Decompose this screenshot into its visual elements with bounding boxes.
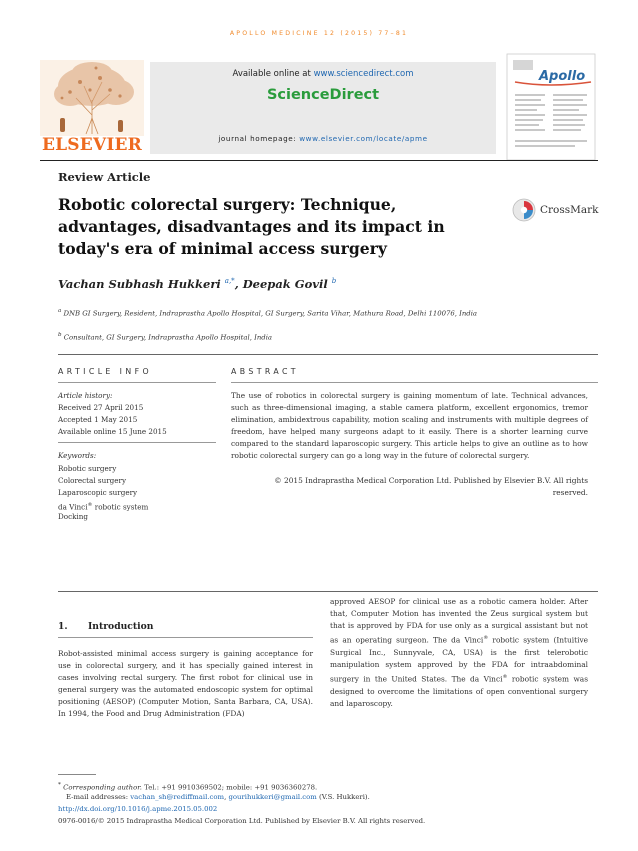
keywords-rule (58, 442, 216, 443)
author-affiliation-marks[interactable]: a,* (224, 277, 235, 286)
accepted-date: Accepted 1 May 2015 (58, 415, 138, 424)
keyword: Docking (58, 512, 88, 521)
keyword: Colorectal surgery (58, 476, 127, 485)
registered-mark: ® (502, 674, 508, 681)
footnote-mark: * (58, 782, 61, 788)
crossmark-button[interactable] (512, 198, 599, 224)
doi-line (58, 804, 217, 816)
journal-cover-thumbnail (505, 52, 597, 162)
registered-mark: ® (483, 635, 489, 642)
registered-mark: ® (87, 502, 93, 508)
issn-copyright-line: 0976-0016/© 2015 Indraprastha Medical Corporation Ltd. Published by Elsevier B.V. All rights reserved. (58, 817, 426, 825)
author-separator: , (234, 277, 243, 291)
section-title: Introduction (88, 621, 154, 632)
affiliation-text: DNB GI Surgery, Resident, Indraprastha Apollo Hospital, GI Surgery, Sarita Vihar, Mathura Road, Delhi 110076, India (63, 309, 478, 318)
email-note (66, 792, 370, 804)
author-name: Deepak Govil (242, 277, 328, 291)
crossmark-icon (512, 198, 536, 222)
keyword: Laparoscopic surgery (58, 488, 138, 497)
doi-link[interactable]: http://dx.doi.org/10.1016/j.apme.2015.05.002 (58, 805, 218, 813)
front-matter-end-rule (58, 591, 598, 592)
article-info-rule (58, 382, 216, 383)
author-affiliation-marks[interactable]: b (331, 277, 337, 286)
running-head: APOLLO MEDICINE 12 (2015) 77–81 (229, 30, 409, 37)
email-owner: (V.S. Hukkeri). (316, 793, 370, 801)
body-text: robotic system was designed to overcome the limitations of open conventional surgery and laparoscopy. (330, 674, 588, 708)
abstract-label: ABSTRACT (231, 367, 299, 376)
affiliation (58, 306, 528, 319)
sciencedirect-logo: ScienceDirect (266, 87, 380, 103)
received-date: Received 27 April 2015 (58, 403, 144, 412)
section-heading-rule (58, 637, 313, 638)
sciencedirect-url-link[interactable]: www.sciencedirect.com (313, 69, 414, 79)
body-text: approved AESOP for clinical use as a robotic camera holder. After that, Computer Motion has invented the Zeus surgical system but that is approved by FDA for use only as a surgical assistant but not as an operating surgeon. The da Vinci (330, 597, 588, 645)
affiliation-text: Consultant, GI Surgery, Indraprastha Apollo Hospital, India (63, 333, 273, 342)
abstract-copyright-line: reserved. (552, 488, 588, 497)
article-title: Robotic colorectal surgery: Technique, advantages, disadvantages and its impact in today's era of minimal access surgery (58, 195, 445, 258)
affiliation-mark: a (58, 308, 62, 314)
available-prefix: Available online at (232, 69, 314, 79)
journal-homepage-link[interactable]: www.elsevier.com/locate/apme (299, 134, 428, 143)
contact-phone: Tel.: +91 9910369502; mobile: +91 9036360278. (141, 783, 318, 792)
section-heading (58, 621, 153, 632)
email-link[interactable]: vachan_sh@rediffmail.com (130, 793, 225, 801)
available-online-line (150, 69, 496, 79)
footnote-rule (58, 774, 96, 775)
email-label: E-mail addresses: (66, 793, 131, 801)
abstract-text: The use of robotics in colorectal surgery is gaining momentum of late. Technical advances, such as three-dimensional imaging, a stable camera platform, excellent ergonomics, tremor elimination, ambidextrous capability, motion scaling and instruments with multiple degrees of freedom, have helped many surgeons adapt to it easily. There is a shorter learning curve compared to the standard laparoscopic surgery. This article helps to give an outline as to how robotic colorectal surgery can go a long way in the future of colorectal surgery. (231, 391, 588, 461)
intro-left-column: Robot-assisted minimal access surgery is gaining acceptance for use in colorectal surgery, and it has specially gained interest in cases involving rectal surgery. The first robot for clinical use in general surgery was the automated endoscopic system for optimal positioning (AESOP) (Computer Motion, Santa Barbara, CA, USA). In 1994, the Food and Drug Administration (FDA) (58, 649, 313, 719)
email-separator: , (224, 793, 229, 801)
corresponding-author-label: Corresponding author. (63, 783, 142, 792)
cover-title: Apollo (539, 69, 586, 84)
homepage-prefix: journal homepage: (218, 134, 300, 143)
author-list (58, 277, 336, 291)
abstract-copyright-line: © 2015 Indraprastha Medical Corporation Ltd. Published by Elsevier B.V. All rights (274, 476, 588, 485)
article-type: Review Article (58, 170, 151, 184)
keywords-label: Keywords: (58, 451, 97, 460)
journal-masthead (150, 62, 496, 154)
article-history-label: Article history: (58, 391, 113, 400)
header-rule (40, 160, 598, 161)
online-date: Available online 15 June 2015 (58, 427, 167, 436)
keyword-text: da Vinci (58, 502, 88, 512)
elsevier-wordmark: ELSEVIER (42, 135, 142, 155)
section-number: 1. (58, 621, 68, 632)
body-text: robotic system (Intuitive Surgical Inc., Sunnyvale, CA, USA) is the first telerobotic manipulation system approved by the FDA for intraabdominal surgery in the United States. The da Vinci (330, 635, 588, 684)
journal-homepage-line (150, 134, 496, 143)
section-rule (58, 354, 598, 355)
author-name: Vachan Subhash Hukkeri (58, 277, 221, 291)
affiliation (58, 330, 528, 343)
email-link[interactable]: gourihukkeri@gmail.com (228, 793, 317, 801)
intro-right-column (330, 596, 588, 710)
affiliation-mark: b (58, 332, 62, 338)
article-info-label: ARTICLE INFO (58, 367, 152, 376)
keyword: Robotic surgery (58, 464, 117, 473)
keyword-suffix: robotic system (92, 502, 149, 512)
crossmark-label: CrossMark (540, 204, 599, 216)
abstract-rule (231, 382, 598, 383)
